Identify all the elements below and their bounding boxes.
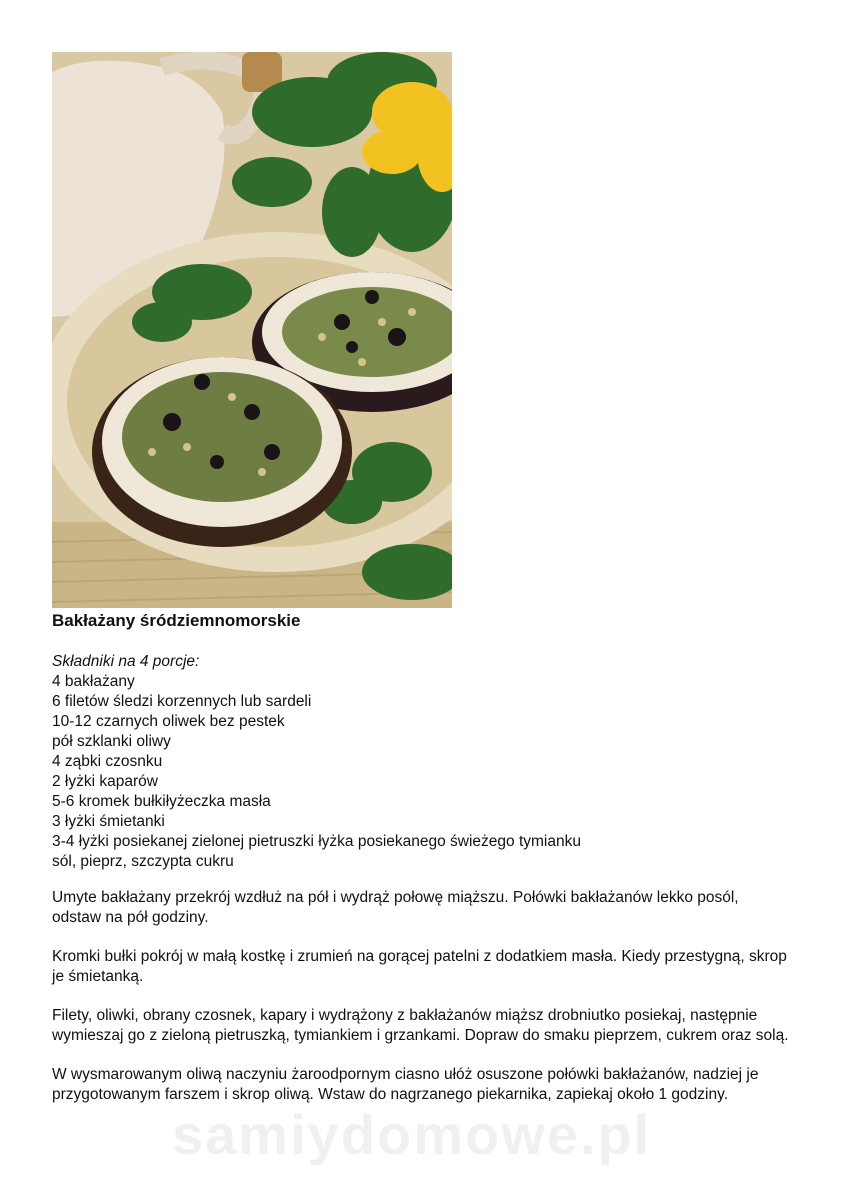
ingredient-item: 3 łyżki śmietanki [52, 813, 165, 830]
ingredient-item: 4 bakłażany [52, 673, 135, 690]
instruction-step: Umyte bakłażany przekrój wzdłuż na pół i wydrąż połowę miąższu. Połówki bakłażanów lekko posól, odstaw na pół godziny. [52, 889, 739, 926]
instruction-step: Kromki bułki pokrój w małą kostkę i zrumień na gorącej patelni z dodatkiem masła. Kiedy przestygną, skrop je śmietanką. [52, 948, 787, 985]
ingredients-section [52, 652, 581, 872]
ingredients-heading: Składniki na 4 porcje: [52, 653, 200, 670]
instructions-section [52, 888, 792, 1124]
ingredient-item: 5-6 kromek bułkiłyżeczka masła [52, 793, 271, 810]
instruction-step: Filety, oliwki, obrany czosnek, kapary i wydrążony z bakłażanów miąższ drobniutko posiekaj, następnie wymieszaj go z zieloną pietruszką, tymiankiem i grzankami. Dopraw do smaku pieprzem, cukrem oraz solą. [52, 1007, 789, 1044]
ingredients-list [52, 672, 581, 872]
recipe-photo [52, 52, 452, 608]
ingredient-item: 6 filetów śledzi korzennych lub sardeli [52, 693, 312, 710]
ingredient-item: sól, pieprz, szczypta cukru [52, 853, 234, 870]
ingredient-item: 3-4 łyżki posiekanej zielonej pietruszki łyżka posiekanego świeżego tymianku [52, 833, 581, 850]
ingredient-item: 4 ząbki czosnku [52, 753, 163, 770]
ingredient-item: 2 łyżki kaparów [52, 773, 158, 790]
watermark: samiydomowe.pl [172, 1103, 652, 1166]
instruction-step: W wysmarowanym oliwą naczyniu żaroodpornym ciasno ułóż osuszone połówki bakłażanów, nadziej je przygotowanym farszem i skrop oliwą. Wstaw do nagrzanego piekarnika, zapiekaj około 1 godziny. [52, 1066, 759, 1103]
ingredient-item: pół szklanki oliwy [52, 733, 171, 750]
ingredient-item: 10-12 czarnych oliwek bez pestek [52, 713, 285, 730]
recipe-title: Bakłażany śródziemnomorskie [52, 611, 301, 630]
